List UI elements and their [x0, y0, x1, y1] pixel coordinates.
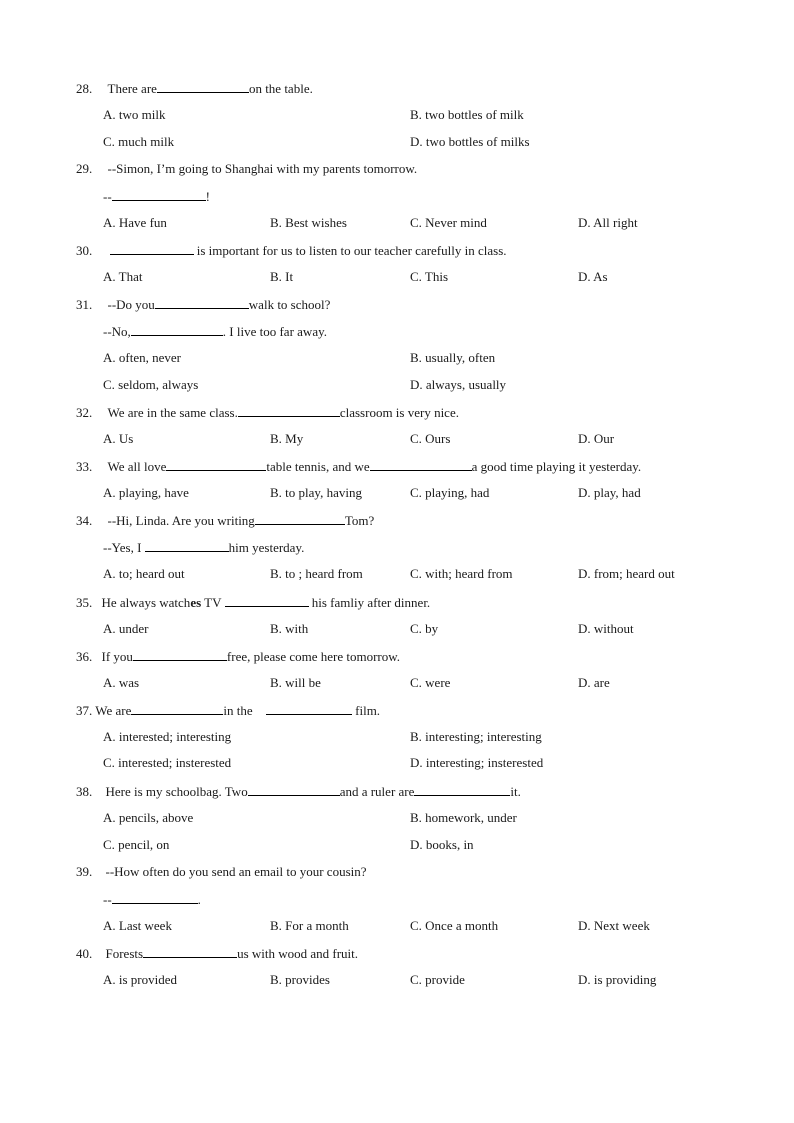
answer-blank[interactable]: [155, 295, 249, 309]
option-a[interactable]: A. interested; interesting: [103, 729, 232, 744]
option-d[interactable]: D. interesting; insterested: [410, 755, 544, 770]
question-text: We are: [95, 703, 132, 718]
option-b[interactable]: B. For a month: [270, 918, 349, 933]
question-text: Forests: [105, 946, 144, 961]
option-b[interactable]: B. My: [270, 431, 304, 446]
option-d[interactable]: D. All right: [578, 215, 638, 230]
question-text: is important for us to listen to our teacher carefully in class.: [193, 243, 507, 258]
question-number: 40.: [76, 946, 93, 961]
option-c[interactable]: C. Never mind: [410, 215, 487, 230]
option-b[interactable]: B. with: [270, 621, 309, 636]
question-number: 34.: [76, 513, 93, 528]
option-c[interactable]: C. with; heard from: [410, 566, 513, 581]
option-c[interactable]: C. by: [410, 621, 439, 636]
question-text: If you: [101, 649, 133, 664]
question-text: --Simon, I’m going to Shanghai with my parents tomorrow.: [107, 161, 418, 176]
option-a[interactable]: A. playing, have: [103, 485, 189, 500]
option-b[interactable]: B. Best wishes: [270, 215, 347, 230]
question-34: [76, 511, 374, 529]
question-text: We are in the same class.: [107, 405, 238, 420]
question-text: on the table.: [248, 81, 313, 96]
question-text: walk to school?: [248, 297, 331, 312]
reply-prefix: --Yes, I: [103, 540, 145, 555]
answer-blank[interactable]: [133, 647, 227, 661]
question-number: 37.: [76, 703, 93, 718]
question-40: [76, 944, 358, 962]
question-29: [76, 160, 417, 178]
question-text: a good time playing it yesterday.: [471, 459, 642, 474]
question-text: and a ruler are: [339, 784, 415, 799]
option-c[interactable]: C. much milk: [103, 134, 175, 149]
question-text: --How often do you send an email to your cousin?: [105, 864, 367, 879]
question-text: his famliy after dinner.: [308, 595, 431, 610]
option-d[interactable]: D. from; heard out: [578, 566, 675, 581]
question-39: [76, 863, 367, 881]
question-32: [76, 403, 459, 421]
question-33: [76, 457, 641, 475]
answer-blank[interactable]: [131, 701, 223, 715]
option-d[interactable]: D. are: [578, 675, 610, 690]
answer-blank[interactable]: [112, 187, 206, 201]
reply-suffix: . I live too far away.: [222, 324, 327, 339]
question-35: [76, 593, 430, 611]
question-text: Tom?: [344, 513, 375, 528]
question-28: [76, 79, 313, 97]
answer-blank[interactable]: [145, 538, 229, 552]
question-text: it.: [510, 784, 521, 799]
answer-blank[interactable]: [112, 890, 198, 904]
reply-prefix: --: [103, 892, 112, 907]
option-c[interactable]: C. were: [410, 675, 451, 690]
option-a[interactable]: A. That: [103, 269, 143, 284]
option-a[interactable]: A. is provided: [103, 972, 178, 987]
answer-blank[interactable]: [143, 944, 237, 958]
option-d[interactable]: D. play, had: [578, 485, 641, 500]
question-number: 29.: [76, 161, 93, 176]
option-c[interactable]: C. Once a month: [410, 918, 499, 933]
answer-blank[interactable]: [248, 782, 340, 796]
option-a[interactable]: A. Us: [103, 431, 134, 446]
question-text: --Hi, Linda. Are you writing: [107, 513, 255, 528]
question-38: [76, 782, 521, 800]
question-number: 36.: [76, 649, 93, 664]
question-31-reply: [103, 322, 327, 340]
reply-suffix: !: [205, 189, 211, 204]
option-d[interactable]: D. always, usually: [410, 377, 507, 392]
option-a[interactable]: A. Have fun: [103, 215, 167, 230]
reply-suffix: .: [197, 892, 201, 907]
option-c[interactable]: C. This: [410, 269, 449, 284]
option-b[interactable]: B. It: [270, 269, 294, 284]
question-number: 31.: [76, 297, 93, 312]
answer-blank[interactable]: [131, 322, 223, 336]
answer-blank[interactable]: [166, 457, 266, 471]
answer-blank[interactable]: [110, 241, 194, 255]
option-b[interactable]: B. interesting; interesting: [410, 729, 542, 744]
option-a[interactable]: A. to; heard out: [103, 566, 185, 581]
question-text: table tennis, and we: [266, 459, 370, 474]
option-c[interactable]: C. interested; insterested: [103, 755, 232, 770]
answer-blank[interactable]: [255, 511, 345, 525]
option-d[interactable]: D. two bottles of milks: [410, 134, 530, 149]
option-a[interactable]: A. pencils, above: [103, 810, 194, 825]
question-34-reply: [103, 538, 304, 556]
option-d[interactable]: D. Next week: [578, 918, 650, 933]
option-d[interactable]: D. is providing: [578, 972, 657, 987]
question-text: us with wood and fruit.: [237, 946, 359, 961]
question-36: [76, 647, 400, 665]
question-31: [76, 295, 330, 313]
option-b[interactable]: B. homework, under: [410, 810, 517, 825]
question-37: [76, 701, 380, 719]
option-d[interactable]: D. As: [578, 269, 608, 284]
option-d[interactable]: D. Our: [578, 431, 615, 446]
question-number: 33.: [76, 459, 93, 474]
question-29-reply: [103, 187, 210, 205]
option-a[interactable]: A. two milk: [103, 107, 166, 122]
option-c[interactable]: C. Ours: [410, 431, 451, 446]
answer-blank[interactable]: [370, 457, 472, 471]
question-text: We all love: [107, 459, 167, 474]
option-b[interactable]: B. to ; heard from: [270, 566, 363, 581]
question-text: --Do you: [107, 297, 155, 312]
question-text: TV: [201, 595, 225, 610]
option-a[interactable]: A. was: [103, 675, 140, 690]
reply-prefix: --No,: [103, 324, 131, 339]
question-text: There are: [107, 81, 157, 96]
option-c[interactable]: C. playing, had: [410, 485, 490, 500]
question-number: 39.: [76, 864, 93, 879]
question-number: 32.: [76, 405, 93, 420]
option-c[interactable]: C. provide: [410, 972, 465, 987]
option-c[interactable]: C. seldom, always: [103, 377, 199, 392]
option-a[interactable]: A. Last week: [103, 918, 172, 933]
question-text: free, please come here tomorrow.: [226, 649, 401, 664]
option-d[interactable]: D. without: [578, 621, 634, 636]
answer-blank[interactable]: [266, 701, 352, 715]
question-30: [76, 241, 507, 259]
option-b[interactable]: B. will be: [270, 675, 321, 690]
question-text: film.: [351, 703, 381, 718]
question-number: 28.: [76, 81, 93, 96]
answer-blank[interactable]: [238, 403, 340, 417]
question-text: in the: [223, 703, 256, 718]
question-number: 35.: [76, 595, 93, 610]
question-number: 38.: [76, 784, 93, 799]
option-b[interactable]: B. two bottles of milk: [410, 107, 524, 122]
question-39-reply: [103, 890, 201, 908]
answer-blank[interactable]: [157, 79, 249, 93]
reply-suffix: him yesterday.: [228, 540, 305, 555]
option-b[interactable]: B. usually, often: [410, 350, 496, 365]
option-c[interactable]: C. pencil, on: [103, 837, 170, 852]
question-text: classroom is very nice.: [339, 405, 459, 420]
option-b[interactable]: B. provides: [270, 972, 330, 987]
option-a[interactable]: A. often, never: [103, 350, 181, 365]
question-text-bold: es: [190, 595, 202, 610]
question-number: 30.: [76, 243, 93, 258]
option-d[interactable]: D. books, in: [410, 837, 474, 852]
reply-prefix: --: [103, 189, 112, 204]
option-a[interactable]: A. under: [103, 621, 149, 636]
question-text: He always watch: [101, 595, 191, 610]
option-b[interactable]: B. to play, having: [270, 485, 362, 500]
question-text: Here is my schoolbag. Two: [105, 784, 248, 799]
answer-blank[interactable]: [225, 593, 309, 607]
answer-blank[interactable]: [414, 782, 510, 796]
